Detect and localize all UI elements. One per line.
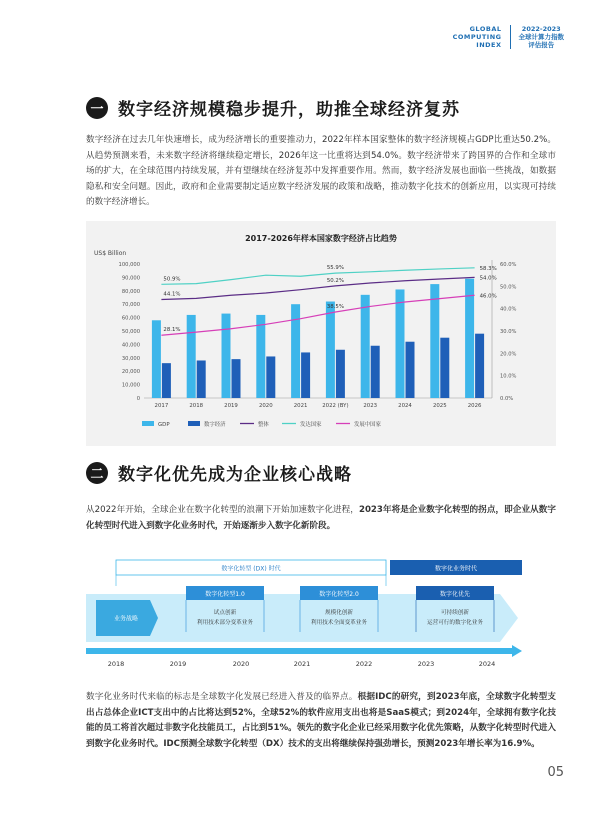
header-index-name [453, 25, 511, 49]
data-label: 50.9% [163, 276, 181, 283]
data-label: 54.0% [479, 275, 497, 282]
page-number: 05 [547, 765, 564, 780]
y-tick-label-left: 100,000 [118, 262, 140, 268]
legend-label: 整体 [258, 422, 269, 428]
phase-2-title: 数字化转型2.0 [319, 591, 359, 598]
y-tick-label-left: 20,000 [121, 369, 140, 376]
chart-title: 2017-2026年样本国家数字经济占比趋势 [245, 234, 397, 243]
line-overall [161, 277, 474, 299]
year-label: 2018 [107, 660, 125, 668]
chart-canvas [86, 221, 556, 446]
x-tick-label: 2026 [467, 403, 482, 409]
bar-digital-economy [197, 360, 206, 398]
x-tick-label: 2022 (BY) [322, 403, 349, 409]
digital-economy-chart [86, 221, 556, 446]
header-right-line: 全球计算力指数 [518, 33, 564, 41]
year-axis-bar [86, 648, 512, 654]
x-tick-label: 2023 [363, 403, 378, 409]
bar-gdp [430, 284, 439, 398]
year-label: 2023 [417, 660, 435, 668]
header-left-line: COMPUTING [452, 33, 502, 41]
chart-y-axis-label: US$ Billion [94, 250, 127, 257]
header-report-name [511, 25, 565, 49]
year-axis-arrowhead [512, 645, 522, 657]
para-bold-text: 根据IDC的研究，到2023年底，全球数字化转型支出占总体企业ICT支出中的占比将达到52%，全球52%的软件应用支出也将是SaaS模式；到2024年，全球拥有数字化技能的员工将首次超过非数字化技能员工，占比到51%。领先的数字化企业已经采用数字化优先策略，从数字化转型时代进入到数字化业务时代。IDC预测全球数字化转型（DX）技术的支出将继续保持强劲增长，预测2023年增长率为16.9%。 [86, 692, 556, 749]
x-tick-label: 2019 [224, 403, 238, 409]
bar-gdp [396, 289, 405, 398]
section-1-heading [86, 95, 460, 120]
phase-2-line-2: 利用技术全面变革业务 [311, 620, 367, 626]
year-label: 2020 [232, 660, 250, 668]
bar-digital-economy [162, 363, 171, 398]
bar-gdp [152, 320, 161, 398]
bar-digital-economy [406, 342, 415, 398]
y-tick-label-right: 60.0% [500, 262, 517, 268]
section-number-badge: 一 [86, 97, 108, 119]
strategy-label: 业务战略 [113, 615, 139, 623]
phase-1-line-1: 试点创新 [213, 610, 237, 616]
bar-gdp [361, 295, 370, 398]
y-tick-label-left: 10,000 [121, 382, 140, 389]
era-digital-business-label: 数字化业务时代 [434, 565, 478, 573]
timeline-canvas [86, 556, 556, 686]
legend-swatch [142, 421, 154, 426]
para-plain-text: 从2022年开始，全球企业在数字化转型的浪潮下开始加速数字化进程， [86, 505, 359, 515]
y-tick-label-right: 40.0% [500, 306, 517, 313]
data-label: 28.1% [163, 327, 181, 334]
data-label: 38.5% [326, 304, 344, 311]
x-tick-label: 2020 [258, 403, 273, 409]
y-tick-label-left: 50,000 [121, 329, 140, 335]
x-tick-label: 2018 [189, 403, 204, 409]
phase-1-line-2: 利用技术部分变革业务 [197, 620, 253, 626]
x-tick-label: 2024 [398, 403, 412, 409]
year-label: 2022 [355, 660, 373, 668]
section-2-heading [86, 460, 352, 485]
data-label: 44.1% [163, 291, 181, 298]
section-title: 数字经济规模稳步提升，助推全球经济复苏 [118, 100, 460, 120]
legend-label: 数字经济 [204, 422, 226, 428]
section-2-paragraph [86, 503, 556, 534]
y-tick-label-left: 0 [136, 396, 140, 402]
y-tick-label-left: 40,000 [121, 342, 140, 349]
year-label: 2021 [293, 660, 311, 668]
section-title: 数字化优先成为企业核心战略 [118, 465, 352, 485]
bar-digital-economy [301, 352, 310, 398]
bar-digital-economy [440, 338, 449, 398]
section-2-paragraph-2 [86, 690, 556, 752]
y-tick-label-left: 30,000 [121, 355, 140, 362]
y-tick-label-left: 80,000 [121, 288, 140, 295]
legend-label: 发展中国家 [354, 422, 381, 428]
y-tick-label-right: 20.0% [500, 351, 517, 358]
phase-3-line-2: 运营可行的数字化业务 [427, 620, 483, 626]
bar-gdp [326, 302, 335, 398]
bar-digital-economy [266, 356, 275, 398]
y-tick-label-right: 0.0% [500, 396, 514, 402]
year-label: 2024 [478, 660, 496, 668]
phase-2-line-1: 规模化创新 [325, 610, 353, 616]
data-label: 46.0% [479, 293, 497, 300]
header-left-line: GLOBAL [469, 25, 502, 33]
bar-digital-economy [371, 346, 380, 398]
legend-label: 发达国家 [300, 422, 322, 428]
digital-timeline [86, 556, 556, 686]
phase-3-line-1: 可持续创新 [441, 610, 469, 616]
y-tick-label-left: 90,000 [121, 275, 140, 282]
y-tick-label-left: 70,000 [121, 302, 140, 309]
phase-3-title: 数字化优先 [439, 591, 471, 598]
bar-gdp [187, 315, 196, 398]
line-developing [161, 295, 474, 335]
report-header [453, 25, 564, 49]
bar-gdp [222, 314, 231, 398]
x-tick-label: 2017 [154, 403, 169, 409]
section-1-paragraph: 数字经济在过去几年快速增长，成为经济增长的重要推动力，2022年样本国家整体的数字经济规模占GDP比重达50.2%。从趋势预测来看，未来数字经济将继续稳定增长，2026年这一比重将达到54.0%。数字经济带来了跨国界的合作和全球市场的扩大，在全球范围内持续发展，并有望继续在经济复苏中发挥重要作用。然而，数字经济发展也面临一些挑战，如数据隐私和安全问题。因此，政府和企业需要制定适应数字经济发展的政策和战略，推动数字化技术的创新应用，以实现可持续的数字经济增长。 [86, 135, 556, 207]
bar-gdp [291, 304, 300, 398]
bar-digital-economy [475, 334, 484, 398]
y-tick-label-left: 60,000 [121, 315, 140, 322]
header-right-line: 评估报告 [528, 41, 555, 49]
phase-1-title: 数字化转型1.0 [205, 591, 245, 598]
x-tick-label: 2021 [293, 403, 308, 409]
section-number-badge: 二 [86, 462, 108, 484]
header-left-line: INDEX [476, 41, 502, 49]
data-label: 50.2% [326, 277, 344, 284]
legend-swatch [188, 421, 200, 426]
bar-digital-economy [232, 359, 241, 398]
y-tick-label-right: 50.0% [500, 284, 517, 291]
y-tick-label-right: 30.0% [500, 329, 517, 335]
data-label: 55.9% [326, 265, 344, 272]
year-label: 2019 [169, 660, 187, 668]
data-label: 58.3% [479, 265, 497, 272]
para-bold-text: 2023年将是企业数字化转型的拐点，即企业从数字化转型时代进入到数字化业务时代，开始逐渐步入数字化新阶段。 [86, 505, 557, 531]
era-dx-label: 数字化转型 (DX) 时代 [221, 565, 281, 573]
x-tick-label: 2025 [432, 403, 447, 409]
line-developed [161, 268, 474, 285]
bar-gdp [256, 315, 265, 398]
y-tick-label-right: 10.0% [500, 373, 517, 380]
bar-digital-economy [336, 350, 345, 398]
legend-label: GDP [158, 422, 170, 428]
header-right-line: 2022-2023 [521, 25, 561, 33]
para-plain-text: 数字化业务时代来临的标志是全球数字化发展已经进入普及的临界点。 [86, 692, 358, 702]
